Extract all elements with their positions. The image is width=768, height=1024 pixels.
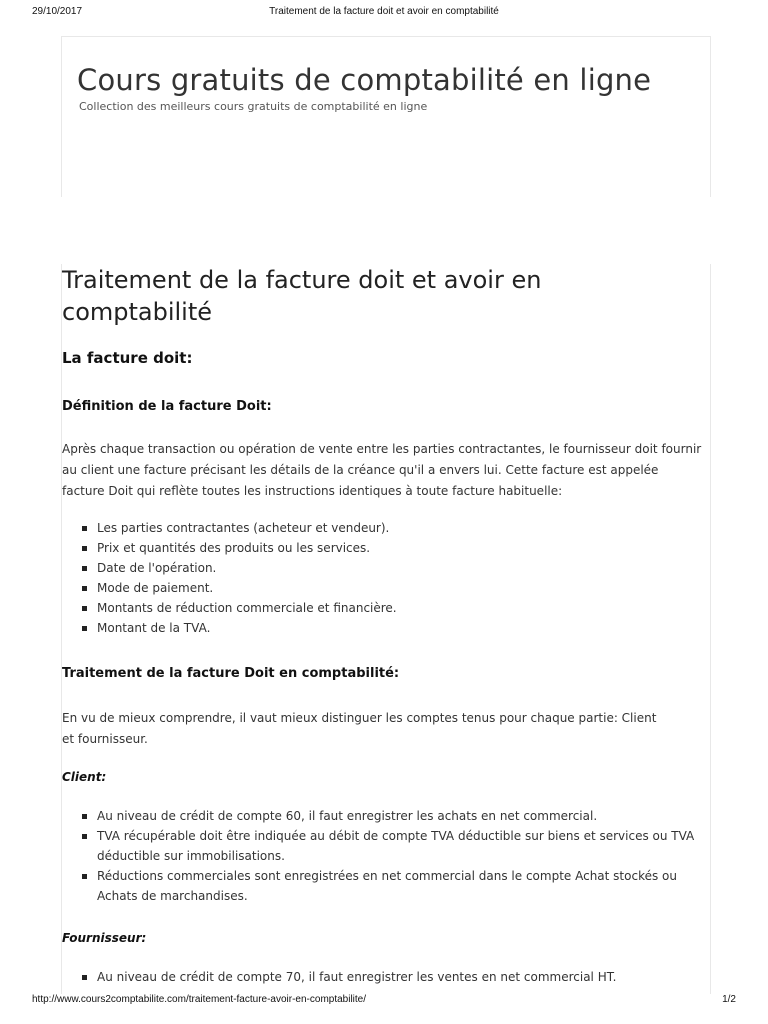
- fournisseur-heading: Fournisseur:: [62, 931, 147, 945]
- list-item: Les parties contractantes (acheteur et vendeur).: [62, 518, 702, 538]
- print-header: [0, 6, 768, 20]
- definition-list: [62, 518, 702, 638]
- client-heading: Client:: [62, 770, 107, 784]
- fournisseur-list: [62, 967, 702, 987]
- print-page-title: Traitement de la facture doit et avoir en comptabilité: [269, 6, 499, 17]
- site-header: [61, 36, 711, 197]
- section-heading-facture-doit: La facture doit:: [62, 349, 193, 367]
- source-url-link[interactable]: http://www.cours2comptabilite.com/traitement-facture-avoir-en-comptabilite/: [32, 994, 367, 1005]
- list-item: Date de l'opération.: [62, 558, 702, 578]
- page-number: 1/2: [722, 994, 736, 1005]
- print-footer: [0, 994, 768, 1008]
- list-item: Montants de réduction commerciale et financière.: [62, 598, 702, 618]
- article: [61, 264, 711, 994]
- list-item: Montant de la TVA.: [62, 618, 702, 638]
- traitement-paragraph: En vu de mieux comprendre, il vaut mieux distinguer les comptes tenus pour chaque partie: Client et fournisseur.: [62, 711, 657, 746]
- list-item: TVA récupérable doit être indiquée au débit de compte TVA déductible sur biens et services ou TVA déductible sur immobilisations.: [62, 826, 702, 866]
- list-item: Prix et quantités des produits ou les services.: [62, 538, 702, 558]
- article-title: Traitement de la facture doit et avoir en comptabilité: [62, 266, 542, 326]
- site-tagline: Collection des meilleurs cours gratuits de comptabilité en ligne: [79, 100, 428, 113]
- definition-paragraph: Après chaque transaction ou opération de vente entre les parties contractantes, le fournisseur doit fournir au client une facture précisant les détails de la créance qu'il a envers lui. Cette facture est appelée facture Doit qui reflète toutes les instructions identiques à toute facture habituelle:: [62, 442, 702, 498]
- client-list: [62, 806, 702, 906]
- list-item: Au niveau de crédit de compte 70, il faut enregistrer les ventes en net commercial HT.: [62, 967, 702, 987]
- list-item: Réductions commerciales sont enregistrées en net commercial dans le compte Achat stockés ou Achats de marchandises.: [62, 866, 702, 906]
- print-date: 29/10/2017: [32, 6, 83, 17]
- traitement-heading: Traitement de la facture Doit en comptabilité:: [62, 666, 400, 681]
- list-item: Mode de paiement.: [62, 578, 702, 598]
- list-item: Au niveau de crédit de compte 60, il faut enregistrer les achats en net commercial.: [62, 806, 702, 826]
- site-title[interactable]: Cours gratuits de comptabilité en ligne: [77, 63, 652, 97]
- definition-heading: Définition de la facture Doit:: [62, 399, 272, 414]
